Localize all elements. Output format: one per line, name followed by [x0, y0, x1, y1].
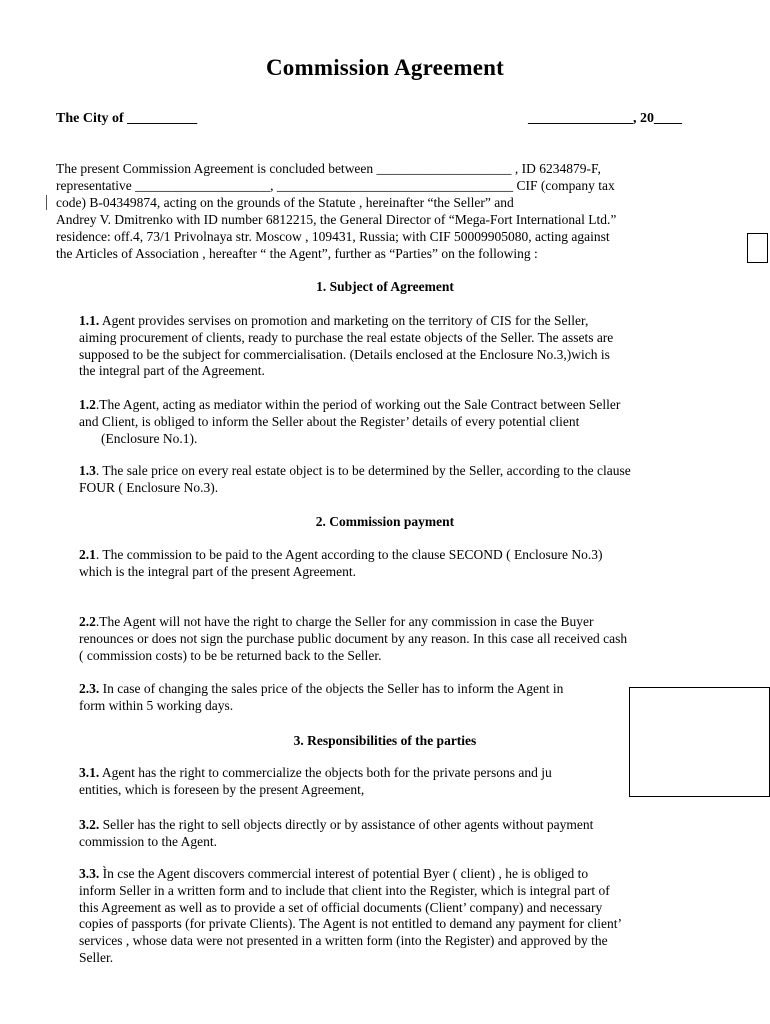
- intro-line: code) B-04349874, acting on the grounds of the Statute , hereinafter “the Seller” and: [56, 194, 514, 210]
- intro-line: residence: off.4, 73/1 Privolnaya str. Moscow , 109431, Russia; with CIF 50009905080, acting against: [56, 228, 610, 244]
- section-heading-responsibilities: 3. Responsibilities of the parties: [293, 733, 477, 748]
- clause-number: 2.1: [79, 547, 96, 562]
- intro-line: Andrey V. Dmitrenko with ID number 6812215, the General Director of “Mega-Fort International Ltd.”: [56, 211, 617, 227]
- clause-1-3: [79, 463, 724, 497]
- clause-line: the integral part of the Agreement.: [79, 363, 265, 379]
- empty-overlay-box: [629, 687, 770, 797]
- clause-number: 3.2.: [79, 817, 100, 832]
- clause-line: ( commission costs) to be be returned back to the Seller.: [79, 647, 382, 663]
- margin-marker-box: [747, 233, 768, 263]
- clause-line: . The sale price on every real estate object is to be determined by the Seller, according to the clause: [95, 463, 631, 478]
- clause-1-2: [79, 397, 724, 447]
- section-heading-subject: 1. Subject of Agreement: [316, 279, 454, 294]
- clause-line: (Enclosure No.1).: [101, 430, 198, 446]
- section-heading-commission: 2. Commission payment: [315, 514, 455, 529]
- intro-line: The present Commission Agreement is concluded between ____________________ , ID 6234879-F,: [56, 161, 601, 176]
- clause-line: supposed to be the subject for commercialisation. (Details enclosed at the Enclosure No.3,)wich is: [79, 346, 610, 362]
- clause-3-1: [79, 765, 724, 799]
- text-cursor: [46, 195, 47, 210]
- clause-line: commission to the Agent.: [79, 833, 217, 849]
- clause-number: 1.3: [79, 463, 96, 478]
- clause-line: In case of changing the sales price of the objects the Seller has to inform the Agent in: [99, 681, 564, 696]
- clause-number: 3.1.: [79, 765, 100, 780]
- clause-2-2: [79, 614, 724, 664]
- clause-line: services , whose data were not presented in a written form (into the Register) and approved by the: [79, 933, 608, 949]
- city-line: The City of __________: [56, 111, 198, 126]
- clause-line: entities, which is foreseen by the present Agreement,: [79, 781, 365, 797]
- clause-line: FOUR ( Enclosure No.3).: [79, 479, 219, 495]
- document-title: Commission Agreement: [265, 55, 505, 80]
- clause-line: form within 5 working days.: [79, 697, 234, 713]
- clause-number: 3.3.: [79, 866, 100, 881]
- intro-line: representative ____________________, ___________________________________ CIF (company tax: [56, 177, 615, 193]
- clause-3-2: [79, 817, 724, 851]
- clause-line: Seller has the right to sell objects directly or by assistance of other agents without payment: [99, 817, 594, 832]
- clause-number: 2.3.: [79, 681, 100, 696]
- clause-line: and Client, is obliged to inform the Seller about the Register’ details of every potential client: [79, 413, 580, 429]
- clause-1-1: [79, 313, 724, 380]
- clause-line: copies of passports (for private Clients). The Agent is not entitled to demand any payment for client’: [79, 916, 622, 932]
- clause-line: .The Agent, acting as mediator within the period of working out the Sale Contract between Seller: [95, 397, 621, 412]
- clause-2-1: [79, 547, 724, 581]
- clause-line: Agent provides servises on promotion and marketing on the territory of CIS for the Seller,: [99, 313, 589, 328]
- clause-line: aiming procurement of clients, ready to purchase the real estate objects of the Seller. The assets are: [79, 329, 614, 345]
- clause-line: which is the integral part of the present Agreement.: [79, 563, 357, 579]
- clause-line: this Agreement as well as to provide a set of official documents (Client’ company) and necessary: [79, 899, 603, 915]
- clause-number: 1.2: [79, 397, 96, 412]
- clause-line: . The commission to be paid to the Agent according to the clause SECOND ( Enclosure No.3): [95, 547, 603, 562]
- clause-line: Agent has the right to commercialize the objects both for the private persons and ju: [99, 765, 552, 780]
- clause-line: renounces or does not sign the purchase public document by any reason. In this case all received cash: [79, 630, 628, 646]
- clause-number: 2.2: [79, 614, 96, 629]
- clause-number: 1.1.: [79, 313, 100, 328]
- clause-line: Ìn cse the Agent discovers commercial interest of potential Byer ( client) , he is obliged to: [99, 866, 589, 881]
- clause-3-3: [79, 866, 724, 967]
- date-line: _______________, 20____: [528, 111, 682, 126]
- clause-line: .The Agent will not have the right to charge the Seller for any commission in case the Buyer: [95, 614, 594, 629]
- intro-line: the Articles of Association , hereafter “ the Agent”, further as “Parties” on the following :: [56, 245, 538, 261]
- clause-line: Seller.: [79, 949, 114, 965]
- clause-2-3: [79, 681, 724, 715]
- intro-paragraph: [56, 161, 716, 262]
- clause-line: inform Seller in a written form and to include that client into the Register, which is integral part of: [79, 882, 610, 898]
